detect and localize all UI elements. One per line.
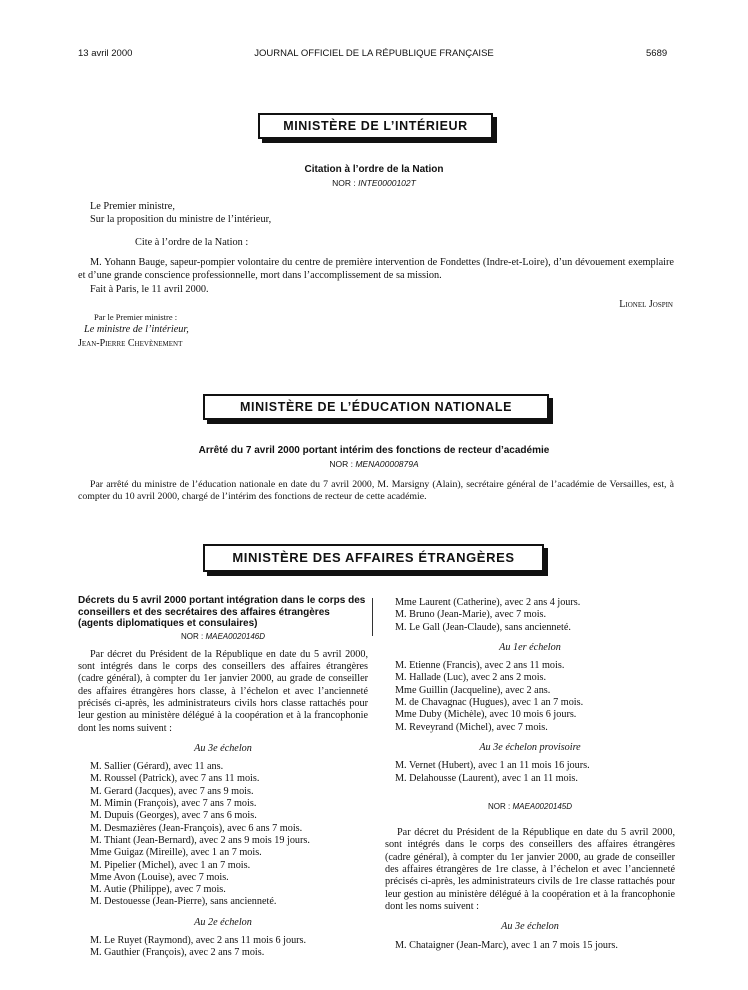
list-item: M. Bruno (Jean-Marie), avec 7 mois. [395,609,547,621]
list-item: M. Chataigner (Jean-Marc), avec 1 an 7 mois 15 jours. [395,939,618,951]
arrete-body: Par arrêté du ministre de l’éducation nationale en date du 7 avril 2000, M. Marsigny (Alain), secrétaire général de l’académie de Versailles, est, à compter du 10 avril 2000, chargé de l’intérim des fonctions de recteur de cette académie. [78,479,674,502]
signature-premier-ministre: Lionel Jospin [619,299,673,310]
header-date: 13 avril 2000 [78,48,133,59]
ministry-education-box: MINISTÈRE DE L’ÉDUCATION NATIONALE [203,394,549,420]
echelon-1-heading: Au 1er échelon [499,641,561,653]
citation-title: Citation à l’ordre de la Nation [304,164,444,175]
countersign-minister: Jean-Pierre Chevènement [78,338,183,349]
header-page-number: 5689 [646,48,668,59]
list-item: M. Roussel (Patrick), avec 7 ans 11 mois. [90,773,260,785]
citation-opening-2: Sur la proposition du ministre de l’intérieur, [90,214,272,225]
list-item: M. Sallier (Gérard), avec 11 ans. [90,761,224,773]
countersign-par: Par le Premier ministre : [94,312,178,322]
header-journal-title: JOURNAL OFFICIEL DE LA RÉPUBLIQUE FRANÇAISE [254,48,494,59]
list-item: M. Hallade (Luc), avec 2 ans 2 mois. [395,672,547,684]
citation-opening-1: Le Premier ministre, [90,201,175,212]
citation-cite: Cite à l’ordre de la Nation : [135,237,249,248]
decree-2-nor: NOR : MAEA0020145D [487,801,573,811]
ministry-affaires-box: MINISTÈRE DES AFFAIRES ÉTRANGÈRES [203,544,544,572]
list-item: M. Etienne (Francis), avec 2 ans 11 mois. [395,660,565,672]
list-item: M. Thiant (Jean-Bernard), avec 2 ans 9 mois 19 jours. [90,834,310,846]
list-item: M. Gerard (Jacques), avec 7 ans 9 mois. [90,785,254,797]
citation-nor: NOR : INTE0000102T [332,178,416,188]
right-column [385,597,675,952]
list-item: M. Mimin (François), avec 7 ans 7 mois. [90,798,257,810]
decree-1-nor: NOR : MAEA0020146D [180,631,266,641]
echelon-3-heading-b: Au 3e échelon [501,921,559,933]
countersign-role: Le ministre de l’intérieur, [84,324,189,335]
list-item: Mme Guigaz (Mireille), avec 1 an 7 mois. [90,847,262,859]
list-item: M. Pipelier (Michel), avec 1 an 7 mois. [90,859,251,871]
list-item: M. Vernet (Hubert), avec 1 an 11 mois 16 jours. [395,760,590,772]
list-item: M. Le Ruyet (Raymond), avec 2 ans 11 mois 6 jours. [90,935,307,947]
list-item: Mme Duby (Michèle), avec 10 mois 6 jours. [395,709,577,721]
column-separator [372,598,373,636]
echelon-3-provisoire-heading: Au 3e échelon provisoire [479,741,581,753]
decrees-title: Décrets du 5 avril 2000 portant intégration dans le corps des conseillers et des secrétaires des affaires étrangères (agents diplomatiques et consulaires) [78,595,366,629]
list-item: M. Desmazières (Jean-François), avec 6 ans 7 mois. [90,822,303,834]
list-item: M. Autie (Philippe), avec 7 mois. [90,884,226,896]
left-column [78,595,368,960]
arrete-title: Arrêté du 7 avril 2000 portant intérim des fonctions de recteur d’académie [198,445,550,456]
list-item: M. Delahousse (Laurent), avec 1 an 11 mois. [395,772,578,784]
citation-date-place: Fait à Paris, le 11 avril 2000. [90,284,209,295]
arrete-nor: NOR : MENA0000879A [329,459,419,469]
list-item: M. Destouesse (Jean-Pierre), sans ancienneté. [90,896,277,908]
decree-2-body: Par décret du Président de la République en date du 5 avril 2000, sont intégrés dans le corps des conseillers des affaires étrangères (cadre général), à compter du 1er janvier 2000, au grade de conseiller des affaires étrangères de 1re classe, à l’échelon et avec l’ancienneté précisés ci-après, les administrateurs civils de 1re classe rattachés pour leur gestion au ministère délégué à la coopération et à la francophonie dont les noms suivent : [385,827,675,912]
list-item: M. Le Gall (Jean-Claude), sans ancienneté. [395,621,571,633]
list-item: Mme Avon (Louise), avec 7 mois. [90,871,229,883]
citation-body: M. Yohann Bauge, sapeur-pompier volontaire du centre de première intervention de Fondettes (Indre-et-Loire), d’un dévouement exemplaire et d’une grande conscience professionnelle, mort dans l’accomplissement de sa mission. [78,257,674,281]
list-item: Mme Guillin (Jacqueline), avec 2 ans. [395,684,551,696]
list-item: M. Reveyrand (Michel), avec 7 mois. [395,721,548,733]
list-item: M. Dupuis (Georges), avec 7 ans 6 mois. [90,810,257,822]
echelon-3-heading: Au 3e échelon [194,742,252,754]
ministry-interieur-box: MINISTÈRE DE L’INTÉRIEUR [258,113,493,139]
decree-1-body: Par décret du Président de la République en date du 5 avril 2000, sont intégrés dans le corps des conseillers des affaires étrangères (cadre général), à compter du 1er janvier 2000, au grade de conseiller des affaires étrangères hors classe, à l’échelon et avec l’ancienneté précisés ci-après, les administrateurs civils hors classe rattachés pour leur gestion au ministère délégué à la coopération et à la francophonie dont les noms suivent : [78,648,368,734]
echelon-2-heading: Au 2e échelon [194,916,252,928]
list-item: Mme Laurent (Catherine), avec 2 ans 4 jours. [395,597,581,608]
list-item: M. Gauthier (François), avec 2 ans 7 mois. [90,947,265,959]
list-item: M. de Chavagnac (Hugues), avec 1 an 7 mois. [395,697,584,709]
